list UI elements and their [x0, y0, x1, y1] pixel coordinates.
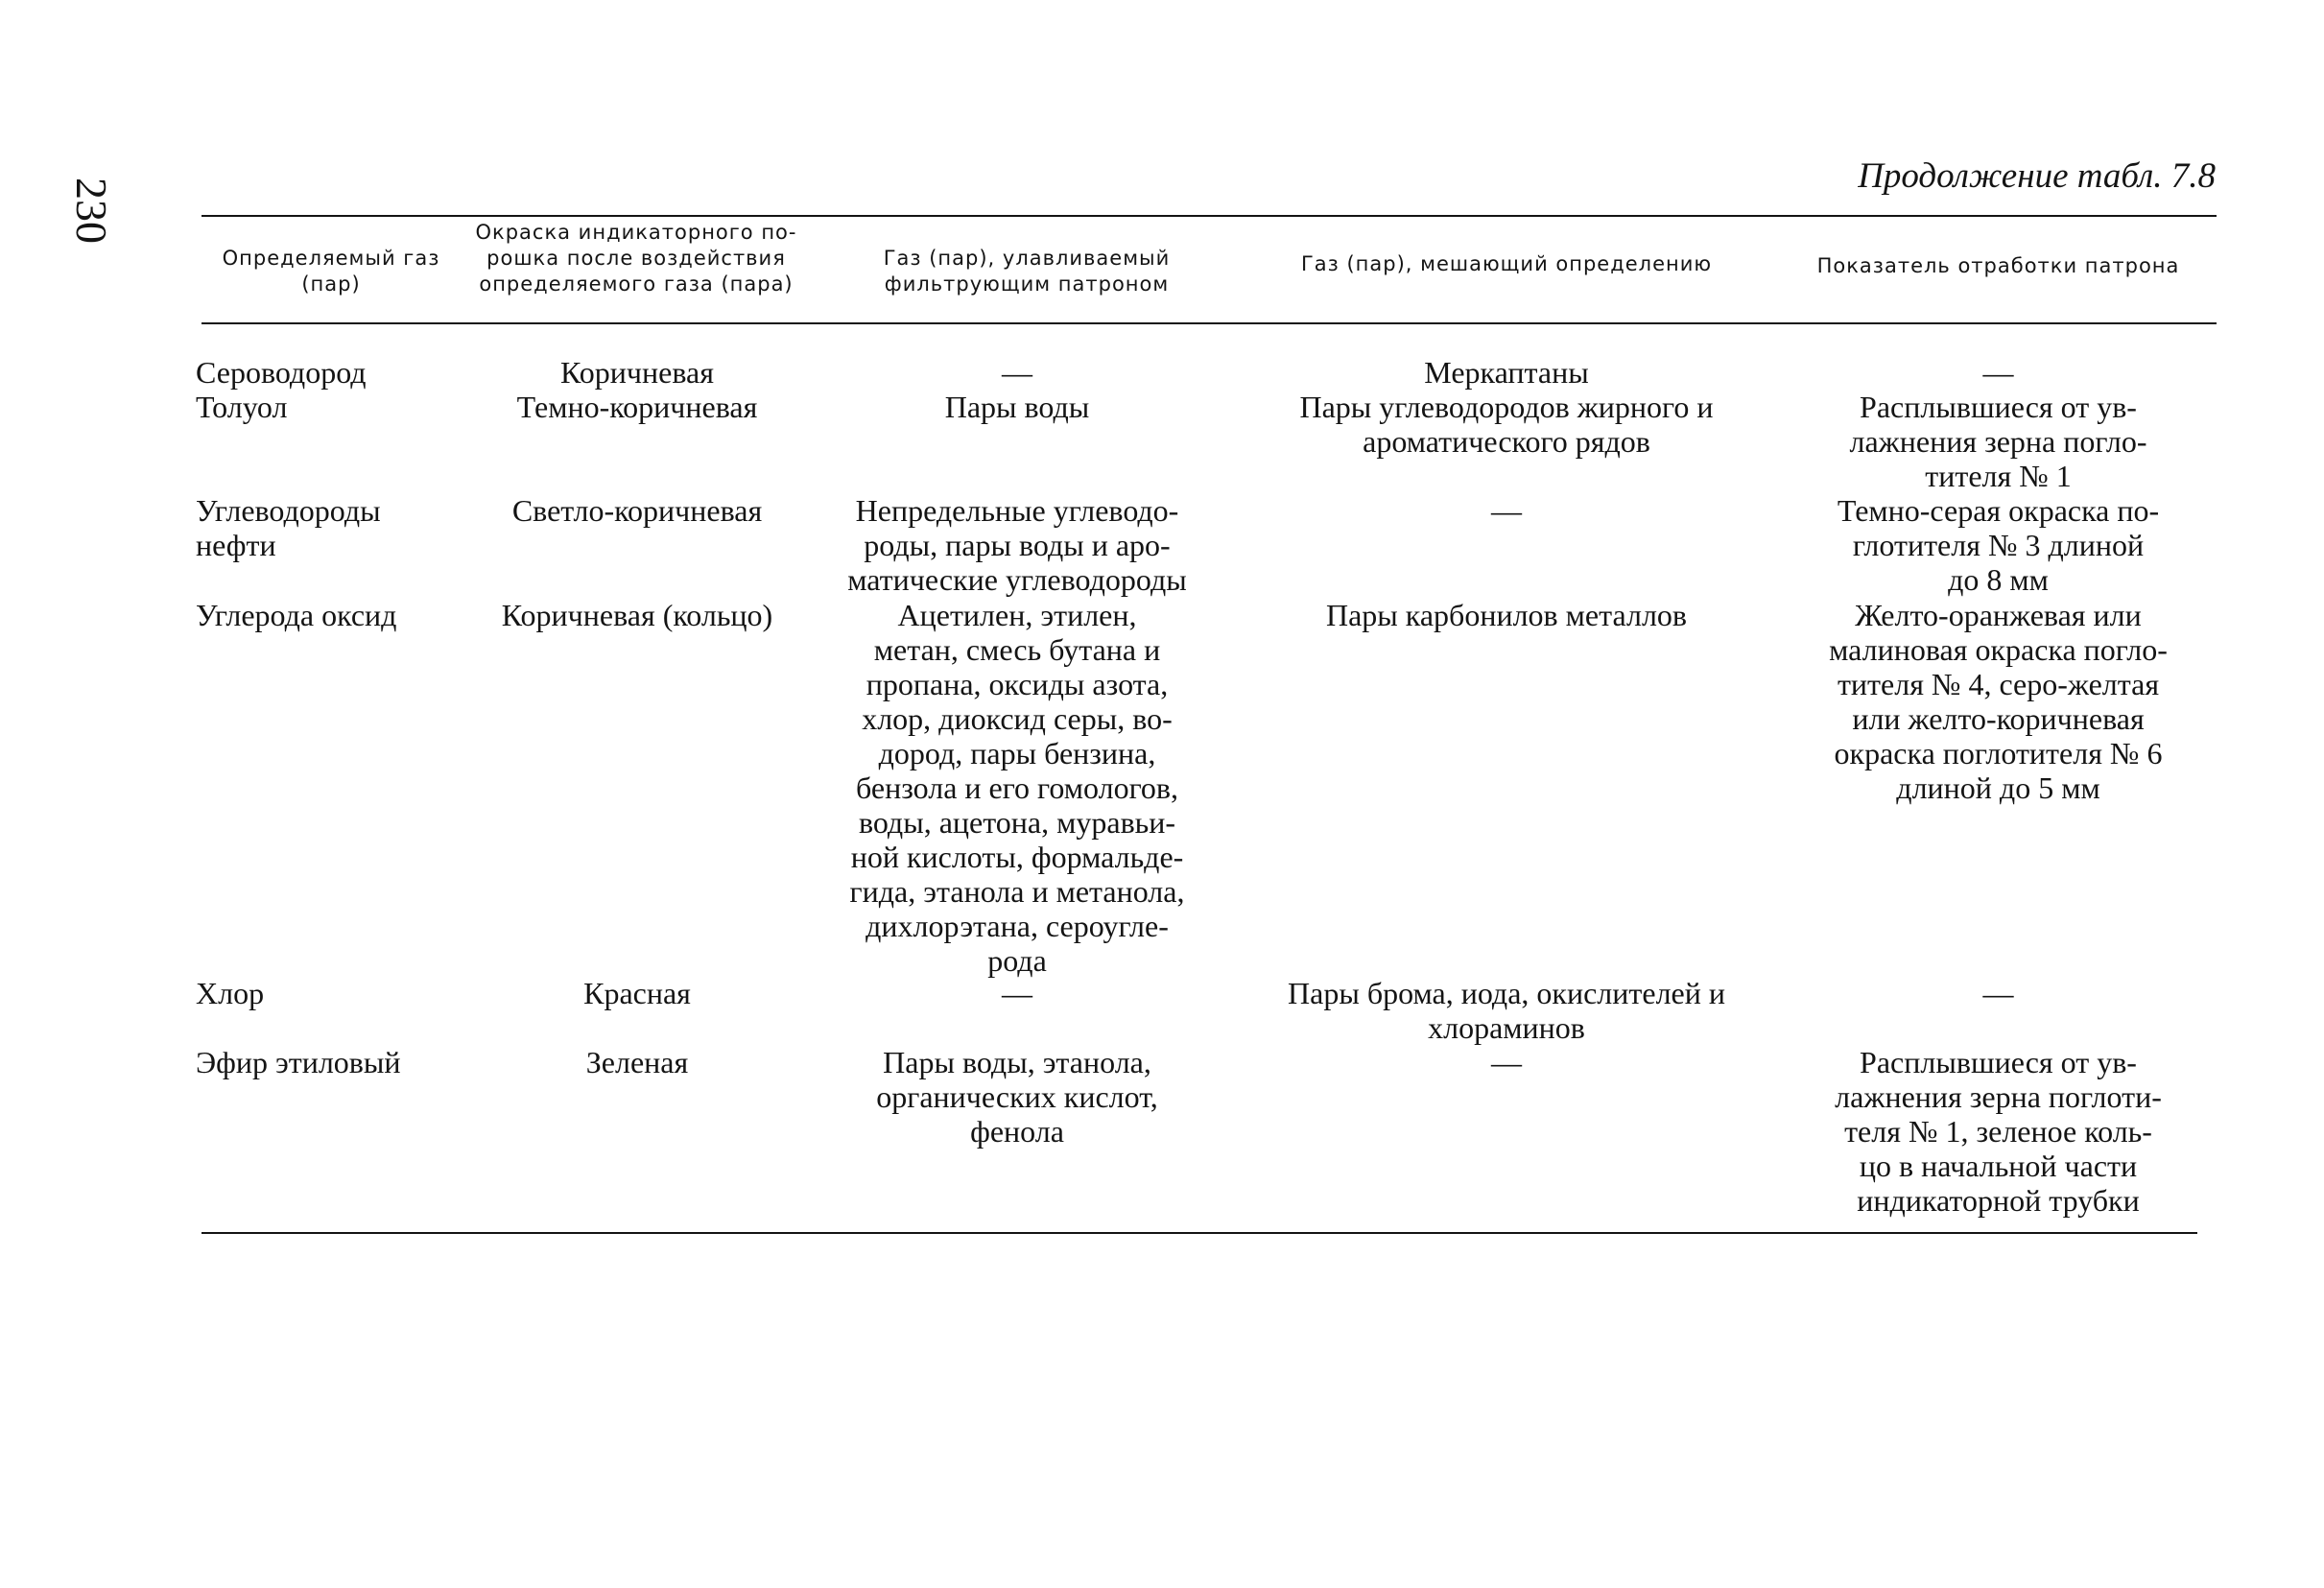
row-chlorine-gas: Хлор [196, 976, 265, 1010]
table-top-rule [202, 215, 2217, 217]
row-toluene-color: Темно-коричневая [516, 390, 758, 424]
row-hydrogen-sulfide-color: Коричневая [560, 355, 714, 390]
page-number: 230 [67, 178, 116, 244]
row-carbon-monoxide-color: Коричневая (кольцо) [501, 598, 773, 632]
row-petroleum-hydrocarbons-indicator: Темно-серая окраска по- глотителя № 3 длиной до 8 мм [1837, 493, 2160, 597]
table-continuation-caption: Продолжение табл. 7.8 [1858, 156, 2216, 196]
table-bottom-rule [202, 1232, 2197, 1234]
row-toluene-filtered: Пары воды [944, 390, 1090, 424]
row-ethyl-ether-interfering: — [1491, 1045, 1522, 1079]
row-chlorine-color: Красная [583, 976, 691, 1010]
header-interfering-gas: Газ (пар), мешающий определению [1300, 252, 1713, 275]
row-petroleum-hydrocarbons-interfering: — [1491, 493, 1522, 528]
row-ethyl-ether-indicator: Расплывшиеся от ув- лажнения зерна поглоти- теля № 1, зеленое коль- цо в начальной части индикаторной трубки [1835, 1045, 2162, 1218]
row-carbon-monoxide-interfering: Пары карбонилов металлов [1325, 598, 1688, 632]
row-hydrogen-sulfide-indicator: — [1982, 355, 2014, 390]
row-ethyl-ether-color: Зеленая [585, 1045, 689, 1079]
header-filtered-gas: Газ (пар), улавливаемый фильтрующим патроном [883, 247, 1171, 296]
row-carbon-monoxide-filtered: Ацетилен, этилен, метан, смесь бутана и пропана, оксиды азота, хлор, диоксид серы, во- дород, пары бензина, бензола и его гомологов, воды, ацетона, муравьи- ной кислоты, формальде- гида, этанола и метанола, дихлорэтана, сероугле- рода [849, 598, 1185, 978]
row-toluene-indicator: Расплывшиеся от ув- лажнения зерна погло- тителя № 1 [1849, 390, 2147, 493]
row-toluene-gas: Толуол [196, 390, 288, 424]
row-petroleum-hydrocarbons-color: Светло-коричневая [511, 493, 763, 528]
row-petroleum-hydrocarbons-filtered: Непредельные углеводо- роды, пары воды и аро- матические углеводороды [847, 493, 1187, 597]
row-chlorine-interfering: Пары брома, иода, окислителей и хлораминов [1288, 976, 1725, 1045]
row-carbon-monoxide-indicator: Желто-оранжевая или малиновая окраска погло- тителя № 4, серо-желтая или желто-коричневая окраска поглотителя № 6 длиной до 5 мм [1829, 598, 2168, 805]
header-powder-color: Окраска индикаторного по- рошка после воздействия определяемого газа (пара) [475, 221, 797, 296]
row-toluene-interfering: Пары углеводородов жирного и ароматического рядов [1299, 390, 1714, 459]
table-header-rule [202, 322, 2217, 324]
row-chlorine-filtered: — [1002, 976, 1032, 1010]
row-hydrogen-sulfide-interfering: Меркаптаны [1424, 355, 1589, 390]
header-detected-gas: Определяемый газ (пар) [222, 247, 440, 296]
row-hydrogen-sulfide-gas: Сероводород [196, 355, 367, 390]
row-petroleum-hydrocarbons-gas: Углеводороды нефти [196, 493, 381, 562]
row-chlorine-indicator: — [1982, 976, 2014, 1010]
row-carbon-monoxide-gas: Углерода оксид [196, 598, 397, 632]
row-hydrogen-sulfide-filtered: — [1002, 355, 1032, 390]
row-ethyl-ether-gas: Эфир этиловый [196, 1045, 401, 1079]
header-cartridge-indicator: Показатель отработки патрона [1816, 254, 2180, 277]
row-ethyl-ether-filtered: Пары воды, этанола, органических кислот, фенола [876, 1045, 1158, 1149]
